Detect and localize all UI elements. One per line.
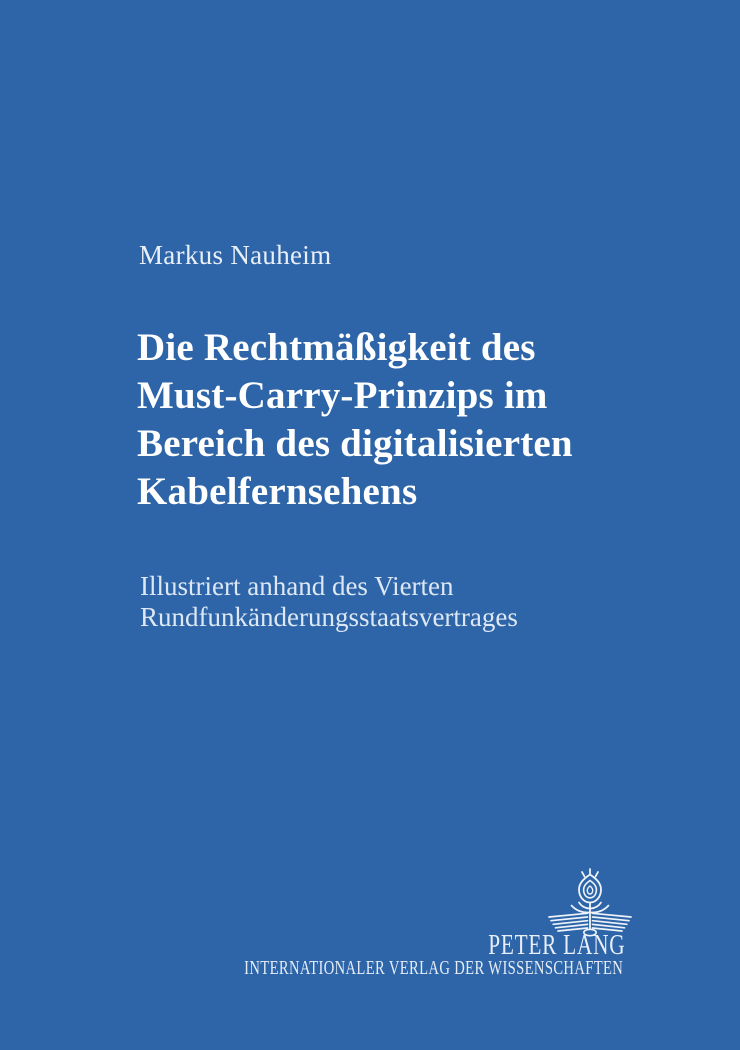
subtitle-line-1: Illustriert anhand des Vierten <box>140 571 454 601</box>
title-line-2: Must-Carry-Prinzips im <box>137 374 548 417</box>
tulip-icon <box>579 869 601 903</box>
publisher-tagline: INTERNATIONALER VERLAG DER WISSENSCHAFTEN <box>243 957 623 979</box>
author-name: Markus Nauheim <box>139 240 332 270</box>
publisher-name: PETER LANG <box>487 930 625 961</box>
subtitle-line-2: Rundfunkänderungsstaatsvertrages <box>140 602 518 632</box>
title-line-1: Die Rechtmäßigkeit des <box>137 326 536 369</box>
peter-lang-logo-icon <box>548 868 632 938</box>
title-line-3: Bereich des digitalisierten <box>137 422 573 465</box>
book-title <box>137 324 573 516</box>
title-line-4: Kabelfernsehens <box>137 470 418 513</box>
book-subtitle <box>140 571 518 633</box>
